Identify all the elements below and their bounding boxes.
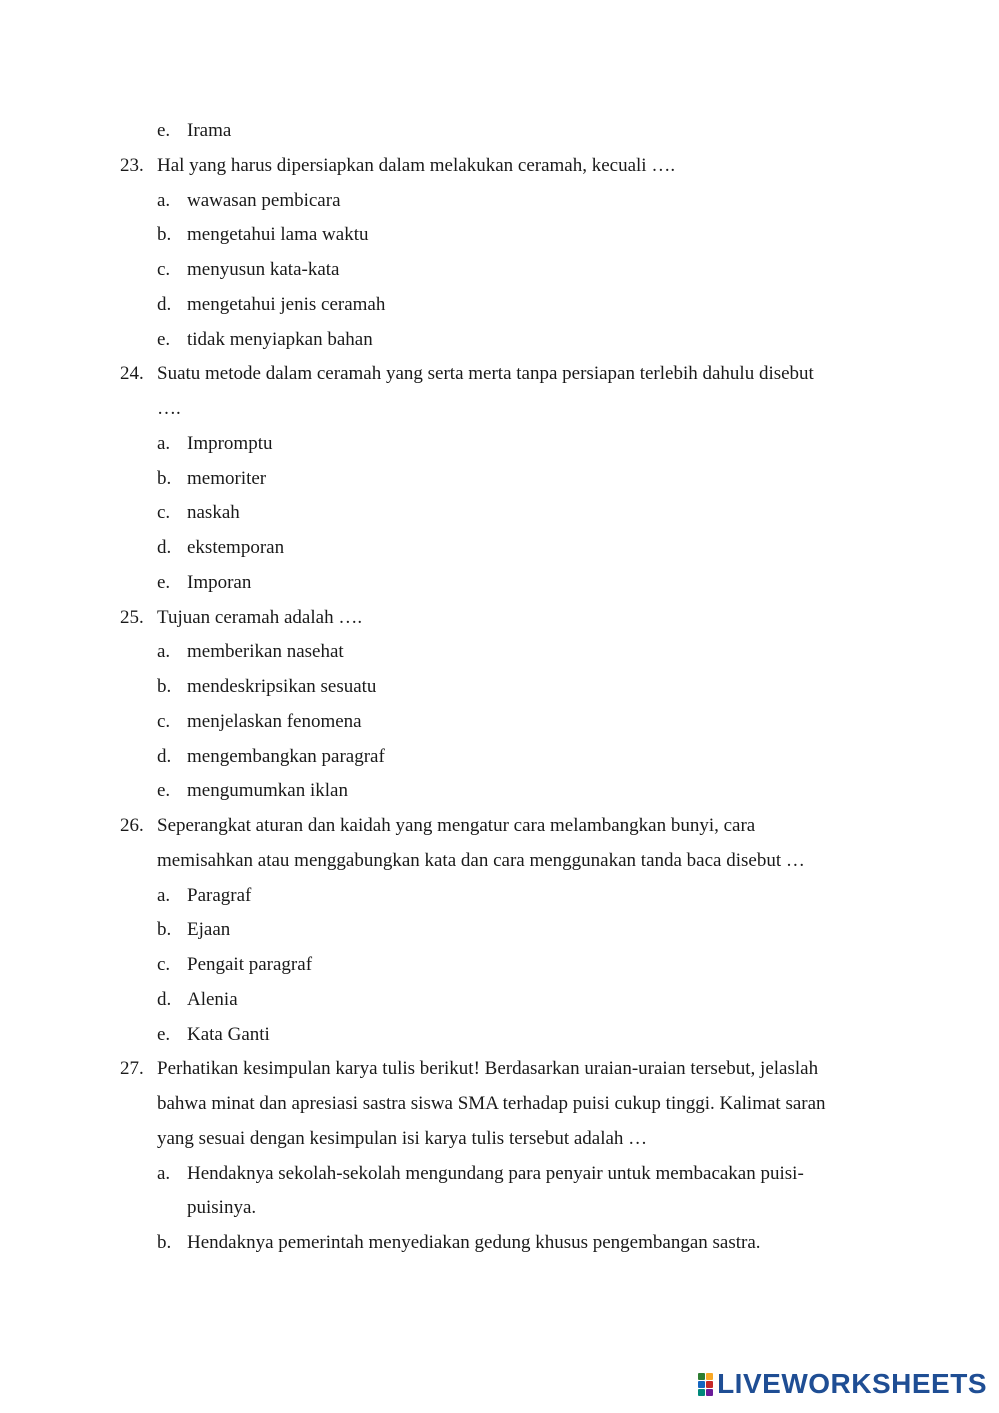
option-text: menjelaskan fenomena	[187, 710, 362, 732]
option-letter: e.	[157, 780, 171, 802]
question-text: ….	[157, 398, 181, 419]
option-text: mengumumkan iklan	[187, 780, 348, 802]
option-letter: b.	[157, 1232, 172, 1253]
option-text: menyusun kata-kata	[187, 259, 340, 280]
logo-square	[698, 1373, 705, 1380]
logo-square	[706, 1389, 713, 1396]
option-text: Paragraf	[187, 884, 252, 906]
question-number: 26.	[120, 815, 144, 836]
option-letter: e.	[157, 571, 171, 593]
option-text: memoriter	[187, 467, 267, 489]
option-letter: e.	[157, 120, 171, 141]
option-text: tidak menyiapkan bahan	[187, 328, 373, 350]
option-text: puisinya.	[187, 1197, 257, 1219]
option-letter: b.	[157, 467, 172, 489]
question-text: Perhatikan kesimpulan karya tulis berikut! Berdasarkan uraian-uraian tersebut, jelaslah	[157, 1058, 819, 1080]
option-letter: e.	[157, 1023, 171, 1045]
option-text: mendeskripsikan sesuatu	[187, 676, 377, 697]
option-text: Pengait paragraf	[187, 954, 313, 975]
logo-square	[698, 1389, 705, 1396]
option-letter: a.	[157, 432, 171, 454]
option-letter: c.	[157, 954, 171, 975]
option-letter: c.	[157, 259, 171, 280]
question-text: Suatu metode dalam ceramah yang serta merta tanpa persiapan terlebih dahulu disebut	[157, 363, 814, 385]
option-text: Kata Ganti	[187, 1023, 270, 1045]
option-letter: e.	[157, 328, 171, 350]
option-text: Hendaknya pemerintah menyediakan gedung khusus pengembangan sastra.	[187, 1232, 761, 1253]
option-text: Hendaknya sekolah-sekolah mengundang para penyair untuk membacakan puisi-	[187, 1162, 804, 1184]
option-letter: a.	[157, 189, 171, 211]
question-number: 25.	[120, 606, 144, 628]
question-text: Tujuan ceramah adalah ….	[157, 606, 363, 628]
question-text: bahwa minat dan apresiasi sastra siswa SMA terhadap puisi cukup tinggi. Kalimat saran	[157, 1093, 826, 1114]
option-letter: b.	[157, 676, 172, 697]
option-letter: b.	[157, 919, 172, 941]
logo-text: LIVEWORKSHEETS	[717, 1368, 987, 1399]
question-number: 24.	[120, 363, 144, 385]
question-text: memisahkan atau menggabungkan kata dan cara menggunakan tanda baca disebut …	[157, 849, 805, 871]
option-text: mengembangkan paragraf	[187, 745, 385, 767]
question-number: 27.	[120, 1058, 144, 1080]
option-text: memberikan nasehat	[187, 641, 344, 663]
option-letter: b.	[157, 224, 172, 246]
option-text: Ejaan	[187, 919, 231, 941]
option-letter: d.	[157, 988, 172, 1010]
logo-square	[706, 1373, 713, 1380]
logo-square	[698, 1381, 705, 1388]
option-letter: a.	[157, 641, 171, 663]
question-number: 23.	[120, 154, 144, 176]
option-text: naskah	[187, 502, 240, 524]
option-letter: a.	[157, 884, 171, 906]
option-text: Imporan	[187, 571, 252, 593]
option-letter: d.	[157, 293, 172, 315]
option-text: ekstemporan	[187, 537, 285, 558]
option-text: mengetahui jenis ceramah	[187, 293, 386, 315]
logo-square	[706, 1381, 713, 1388]
option-text: wawasan pembicara	[187, 189, 341, 211]
option-letter: d.	[157, 537, 172, 558]
question-text: Hal yang harus dipersiapkan dalam melakukan ceramah, kecuali ….	[157, 154, 676, 176]
logo-icon	[698, 1373, 713, 1396]
option-text: Irama	[187, 120, 232, 141]
option-text: Alenia	[187, 988, 238, 1010]
option-text: mengetahui lama waktu	[187, 224, 369, 246]
question-text: Seperangkat aturan dan kaidah yang mengatur cara melambangkan bunyi, cara	[157, 815, 756, 836]
option-letter: c.	[157, 710, 171, 732]
option-letter: d.	[157, 745, 172, 767]
option-letter: c.	[157, 502, 171, 524]
option-letter: a.	[157, 1162, 171, 1184]
liveworksheets-logo	[698, 1369, 987, 1399]
question-text: yang sesuai dengan kesimpulan isi karya tulis tersebut adalah …	[157, 1127, 648, 1149]
option-text: Impromptu	[187, 432, 273, 454]
